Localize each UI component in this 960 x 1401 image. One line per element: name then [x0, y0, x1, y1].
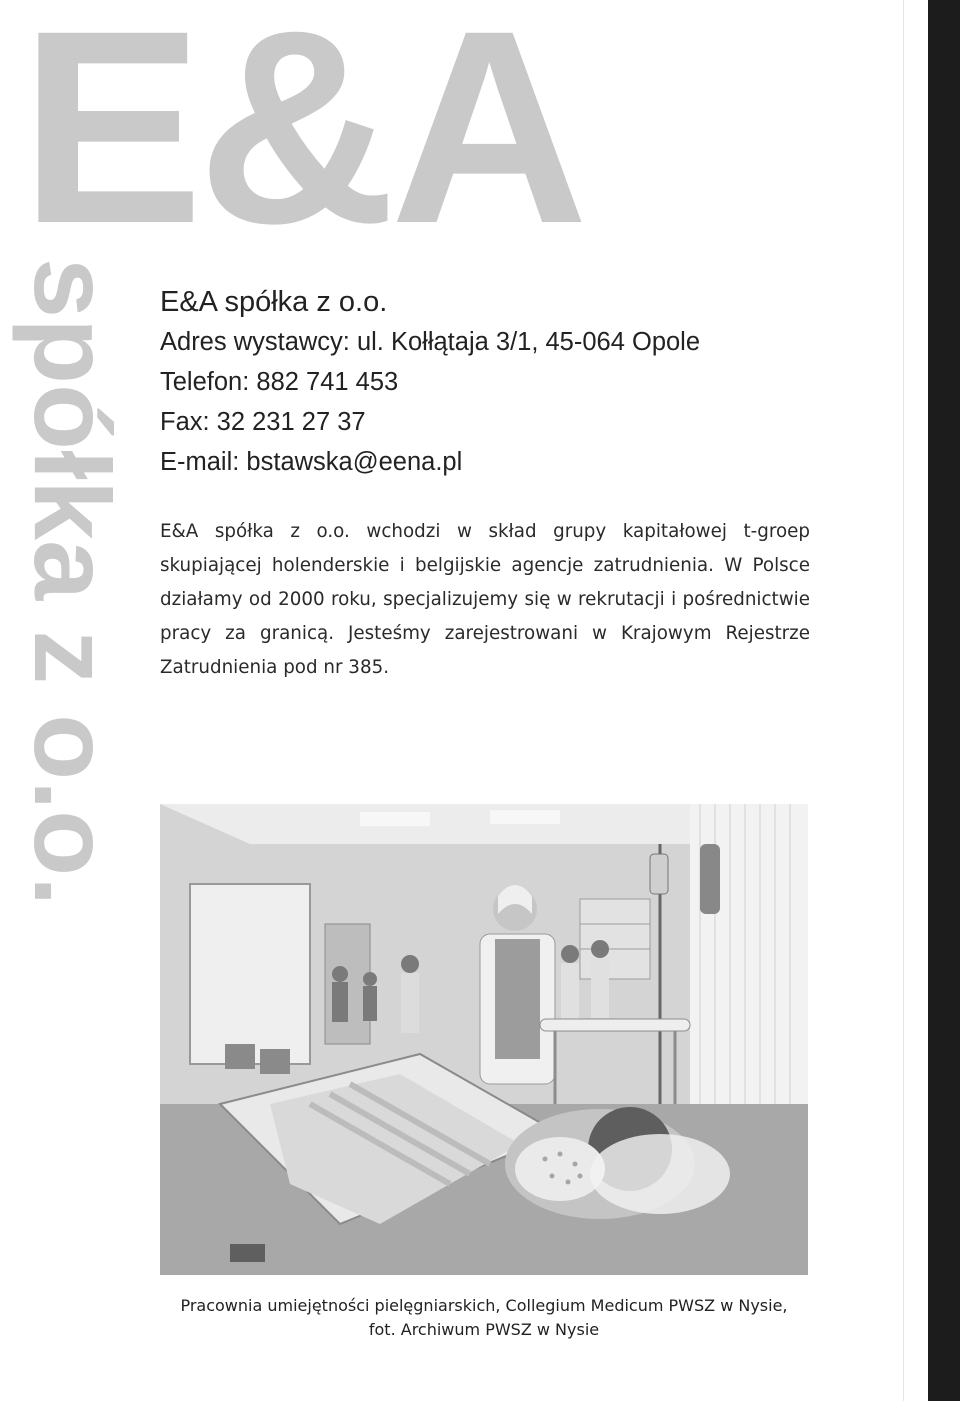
- nursing-lab-photo: [160, 804, 808, 1275]
- caption-line-2: fot. Archiwum PWSZ w Nysie: [368, 1320, 600, 1339]
- email-line: E-mail: bstawska@eena.pl: [160, 448, 463, 476]
- brand-vertical-watermark: spółka z o.o.: [12, 258, 133, 907]
- right-dark-bar: [928, 0, 960, 1401]
- caption-line-1: Pracownia umiejętności pielęgniarskich, Collegium Medicum PWSZ w Nysie,: [180, 1296, 788, 1315]
- company-name: E&A spółka z o.o.: [160, 286, 388, 318]
- brand-logo-watermark: E&A: [20, 0, 583, 281]
- right-margin-strip: [903, 0, 929, 1401]
- photo-caption: [160, 1294, 808, 1342]
- address-line: Adres wystawcy: ul. Kołłątaja 3/1, 45-064 Opole: [160, 328, 701, 356]
- contact-block: [160, 282, 700, 482]
- photo-illustration: [160, 804, 808, 1275]
- company-description: E&A spółka z o.o. wchodzi w skład grupy kapitałowej t-groep skupiającej holenderskie i belgijskie agencje zatrudnienia. W Polsce działamy od 2000 roku, specjalizujemy się w rekrutacji i pośrednictwie pracy za granicą. Jesteśmy zarejestrowani w Krajowym Rejestrze Zatrudnienia pod nr 385.: [160, 521, 810, 678]
- fax-line: Fax: 32 231 27 37: [160, 408, 366, 436]
- phone-line: Telefon: 882 741 453: [160, 368, 399, 396]
